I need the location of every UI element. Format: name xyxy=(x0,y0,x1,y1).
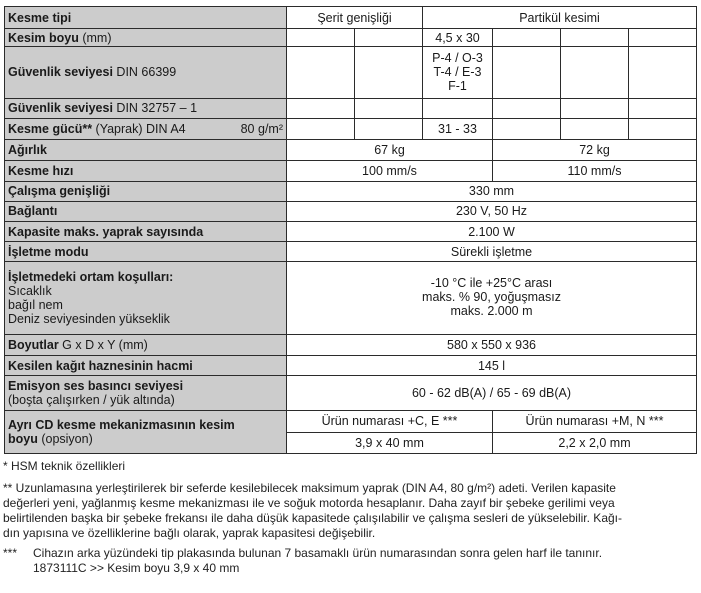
row-baglanti xyxy=(5,201,697,221)
footnote-2: ** Uzunlamasına yerleştirilerek bir seferde kesilebilecek maksimum yaprak (DIN A4, 80 g/m²) adeti. Verilen kapasite değerleri yeni, yağlanmış kesme mekanizması ile ve soğuk motorda hesaplanır. Daha zayıf bir şebeke gerilimi veya belirtilenden başka bir şebeke frekansı ile daha düşük kapasitede çalışılabilir ve çalışma sesleri de yükselebilir. Kağı- dın yapısına ve özelliklerine bağlı olarak, yaprak kapasitesi değişebilir. xyxy=(3,481,622,540)
label-calisma-genisligi: Çalışma genişliği xyxy=(5,181,287,201)
row-calisma-genisligi xyxy=(5,181,697,201)
spec-table xyxy=(4,6,697,454)
value-cd-urun-1: Ürün numarası +C, E *** xyxy=(287,411,493,432)
label-agirlik: Ağırlık xyxy=(5,140,287,161)
row-kesme-hizi xyxy=(5,161,697,181)
label-boyutlar: Boyutlar G x D x Y (mm) xyxy=(5,334,287,355)
label-kesme-gucu: Kesme gücü** (Yaprak) DIN A4 80 g/m² xyxy=(5,118,287,139)
label-guvenlik-32757: Güvenlik seviyesi DIN 32757 – 1 xyxy=(5,98,287,118)
row-kesme-gucu xyxy=(5,118,697,139)
value-emisyon: 60 - 62 dB(A) / 65 - 69 dB(A) xyxy=(287,376,697,411)
footnote-3: *** Cihazın arka yüzündeki tip plakasında bulunan 7 basamaklı ürün numarasından sonra gelen harf ile tanınır. 1873111C >> Kesim boyu 3,9 x 40 mm xyxy=(3,546,603,575)
label-guvenlik-66399: Güvenlik seviyesi DIN 66399 xyxy=(5,47,287,98)
value-agirlik-serit: 67 kg xyxy=(287,140,493,161)
row-cd-urun xyxy=(5,411,697,432)
label-isletme-modu: İşletme modu xyxy=(5,242,287,262)
label-kesme-tipi: Kesme tipi xyxy=(5,7,287,29)
row-ortam xyxy=(5,262,697,334)
row-emisyon xyxy=(5,376,697,411)
label-ortam: İşletmedeki ortam koşulları: Sıcaklık bağıl nem Deniz seviyesinden yükseklik xyxy=(5,262,287,334)
row-agirlik xyxy=(5,140,697,161)
row-boyutlar xyxy=(5,334,697,355)
row-guvenlik-32757 xyxy=(5,98,697,118)
value-cd-urun-2: Ürün numarası +M, N *** xyxy=(493,411,697,432)
value-baglanti: 230 V, 50 Hz xyxy=(287,201,697,221)
label-kesim-boyu: Kesim boyu (mm) xyxy=(5,29,287,47)
value-kapasite: 2.100 W xyxy=(287,221,697,241)
row-kesim-boyu xyxy=(5,29,697,47)
header-partikul: Partikül kesimi xyxy=(423,7,697,29)
value-isletme-modu: Sürekli işletme xyxy=(287,242,697,262)
label-cd: Ayrı CD kesme mekanizmasının kesim boyu (opsiyon) xyxy=(5,411,287,454)
label-kapasite: Kapasite maks. yaprak sayısında xyxy=(5,221,287,241)
value-cd-boy-1: 3,9 x 40 mm xyxy=(287,432,493,453)
row-hazne xyxy=(5,356,697,376)
value-calisma-genisligi: 330 mm xyxy=(287,181,697,201)
label-emisyon: Emisyon ses basıncı seviyesi (boşta çalışırken / yük altında) xyxy=(5,376,287,411)
value-guvenlik-66399: P-4 / O-3 T-4 / E-3 F-1 xyxy=(423,47,493,98)
value-hazne: 145 l xyxy=(287,356,697,376)
value-kesme-hizi-partikul: 110 mm/s xyxy=(493,161,697,181)
value-boyutlar: 580 x 550 x 936 xyxy=(287,334,697,355)
value-kesme-hizi-serit: 100 mm/s xyxy=(287,161,493,181)
value-kesme-gucu: 31 - 33 xyxy=(423,118,493,139)
label-hazne: Kesilen kağıt haznesinin hacmi xyxy=(5,356,287,376)
label-kesme-hizi: Kesme hızı xyxy=(5,161,287,181)
row-kapasite xyxy=(5,221,697,241)
footnotes xyxy=(3,459,695,576)
value-cd-boy-2: 2,2 x 2,0 mm xyxy=(493,432,697,453)
header-serit: Şerit genişliği xyxy=(287,7,423,29)
footnote-1: * HSM teknik özellikleri xyxy=(3,459,126,473)
row-isletme-modu xyxy=(5,242,697,262)
label-baglanti: Bağlantı xyxy=(5,201,287,221)
value-ortam: -10 °C ile +25°C arası maks. % 90, yoğuşmasız maks. 2.000 m xyxy=(287,262,697,334)
value-kesim-boyu: 4,5 x 30 xyxy=(423,29,493,47)
row-kesme-tipi xyxy=(5,7,697,29)
row-guvenlik-66399 xyxy=(5,47,697,98)
value-agirlik-partikul: 72 kg xyxy=(493,140,697,161)
